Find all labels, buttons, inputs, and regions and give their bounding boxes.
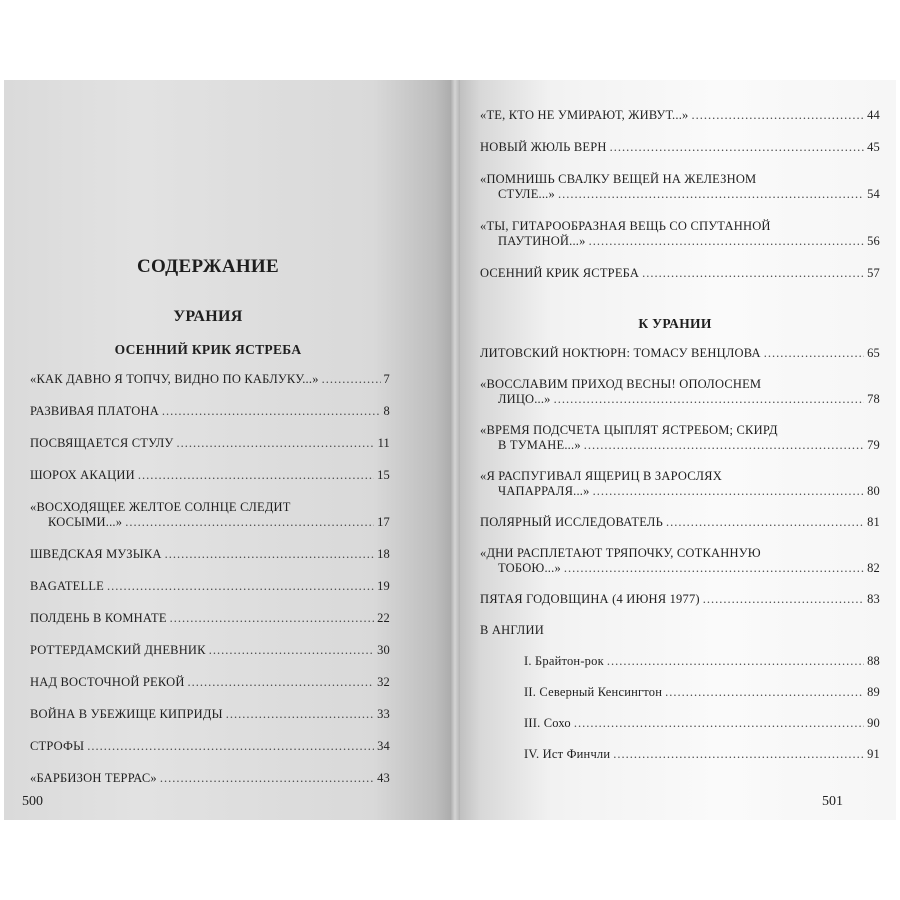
toc-page-number: 19	[377, 579, 390, 593]
toc-leader-dots	[703, 592, 864, 607]
toc-entry-title: НАД ВОСТОЧНОЙ РЕКОЙ	[30, 675, 185, 689]
toc-page-number: 45	[867, 140, 880, 154]
toc-entry	[480, 108, 880, 123]
toc-page-number: 78	[867, 392, 880, 406]
toc-entry-title: ЛИТОВСКИЙ НОКТЮРН: ТОМАСУ ВЕНЦЛОВА	[480, 346, 761, 360]
section-heading-k-uranii: К УРАНИИ	[638, 316, 712, 331]
toc-entry	[30, 707, 390, 722]
toc-entry	[30, 643, 390, 658]
toc-page-number: 7	[383, 372, 390, 386]
toc-entry-title: III. Сохо	[524, 716, 571, 730]
toc-entry-title: «БАРБИЗОН ТЕРРАС»	[30, 771, 157, 785]
toc-leader-dots	[209, 643, 374, 658]
toc-entry	[30, 547, 390, 562]
toc-entry	[480, 469, 880, 499]
toc-page-number: 81	[867, 515, 880, 529]
toc-page-number: 82	[867, 561, 880, 575]
toc-leader-dots	[322, 372, 381, 387]
toc-entry	[480, 377, 880, 407]
toc-leader-dots	[188, 675, 375, 690]
toc-page-number: 22	[377, 611, 390, 625]
toc-leader-dots	[162, 404, 381, 419]
toc-entry-title: «КАК ДАВНО Я ТОПЧУ, ВИДНО ПО КАБЛУКУ...»	[30, 372, 319, 386]
toc-entry	[480, 172, 880, 202]
toc-entry-title-continued: ПАУТИНОЙ...»	[498, 234, 586, 248]
toc-page-number: 8	[383, 404, 390, 418]
book-gutter	[450, 80, 460, 820]
toc-leader-dots	[107, 579, 374, 594]
toc-page-number: 30	[377, 643, 390, 657]
toc-entry-title: ПОСВЯЩАЕТСЯ СТУЛУ	[30, 436, 174, 450]
toc-page-number: 56	[867, 234, 880, 248]
toc-leader-dots	[558, 187, 864, 202]
toc-leader-dots	[138, 468, 374, 483]
toc-page-number: 89	[867, 685, 880, 699]
toc-entry	[480, 716, 880, 731]
toc-entry-title: «ДНИ РАСПЛЕТАЮТ ТРЯПОЧКУ, СОТКАННУЮ	[480, 546, 761, 560]
toc-entry-title: СТРОФЫ	[30, 739, 85, 753]
toc-entry	[480, 546, 880, 576]
toc-leader-dots	[564, 561, 864, 576]
toc-entry-title: ШВЕДСКАЯ МУЗЫКА	[30, 547, 162, 561]
toc-entry-title: НОВЫЙ ЖЮЛЬ ВЕРН	[480, 140, 607, 154]
toc-entry	[30, 500, 390, 530]
section-heading: ОСЕННИЙ КРИК ЯСТРЕБА	[114, 342, 302, 357]
toc-entry-title-continued: СТУЛЕ...»	[498, 187, 555, 201]
toc-entry	[480, 266, 880, 281]
toc-page-number: 44	[867, 108, 880, 122]
toc-leader-dots	[642, 266, 864, 281]
toc-page-number: 18	[377, 547, 390, 561]
toc-entry-title-continued: ЧАПАРРАЛЯ...»	[498, 484, 590, 498]
page-number: 501	[822, 794, 843, 809]
toc-entry-title: РАЗВИВАЯ ПЛАТОНА	[30, 404, 159, 418]
toc-entry	[480, 623, 880, 638]
toc-entry-title: ПОЛДЕНЬ В КОМНАТЕ	[30, 611, 167, 625]
toc-page-number: 33	[377, 707, 390, 721]
toc-entry-title: «ПОМНИШЬ СВАЛКУ ВЕЩЕЙ НА ЖЕЛЕЗНОМ	[480, 172, 757, 186]
toc-page-number: 91	[867, 747, 880, 761]
toc-entry-title: ПЯТАЯ ГОДОВЩИНА (4 ИЮНЯ 1977)	[480, 592, 700, 606]
toc-entry	[480, 654, 880, 669]
toc-leader-dots	[691, 108, 864, 123]
toc-leader-dots	[610, 140, 864, 155]
toc-entry-title: I. Брайтон-рок	[524, 654, 604, 668]
toc-entry	[480, 747, 880, 762]
toc-entry-title: «ВОСХОДЯЩЕЕ ЖЕЛТОЕ СОЛНЦЕ СЛЕДИТ	[30, 500, 291, 514]
toc-leader-dots	[87, 739, 374, 754]
toc-entry-title: BAGATELLE	[30, 579, 105, 593]
toc-page-number: 83	[867, 592, 880, 606]
toc-page-number: 79	[867, 438, 880, 452]
toc-leader-dots	[170, 611, 374, 626]
toc-entry-title: ПОЛЯРНЫЙ ИССЛЕДОВАТЕЛЬ	[480, 515, 663, 529]
toc-page-number: 57	[867, 266, 880, 280]
toc-list-left	[30, 372, 390, 803]
toc-entry	[480, 346, 880, 361]
toc-list-right-bottom	[480, 346, 880, 778]
toc-leader-dots	[125, 515, 374, 530]
toc-entry	[30, 579, 390, 594]
toc-leader-dots	[593, 484, 865, 499]
left-page	[4, 80, 454, 820]
toc-entry-title: «Я РАСПУГИВАЛ ЯЩЕРИЦ В ЗАРОСЛЯХ	[480, 469, 722, 483]
toc-entry-title-continued: ТОБОЮ...»	[498, 561, 561, 575]
toc-entry	[30, 468, 390, 483]
toc-leader-dots	[666, 515, 864, 530]
toc-entry-title: ОСЕННИЙ КРИК ЯСТРЕБА	[480, 266, 640, 280]
toc-page-number: 88	[867, 654, 880, 668]
toc-leader-dots	[607, 654, 864, 669]
toc-page-number: 80	[867, 484, 880, 498]
toc-entry-title-continued: КОСЫМИ...»	[48, 515, 123, 529]
toc-entry-title-continued: ЛИЦО...»	[498, 392, 551, 406]
toc-leader-dots	[165, 547, 374, 562]
toc-entry-title: II. Северный Кенсингтон	[524, 685, 663, 699]
toc-entry	[30, 611, 390, 626]
toc-entry-title: «ВОССЛАВИМ ПРИХОД ВЕСНЫ! ОПОЛОСНЕМ	[480, 377, 762, 391]
part-heading: УРАНИЯ	[173, 308, 243, 325]
toc-page-number: 11	[377, 436, 390, 450]
toc-entry	[30, 739, 390, 754]
toc-page-number: 17	[377, 515, 390, 529]
toc-entry	[30, 771, 390, 786]
toc-entry-title: «ТЕ, КТО НЕ УМИРАЮТ, ЖИВУТ...»	[480, 108, 689, 122]
toc-entry-title: «ТЫ, ГИТАРООБРАЗНАЯ ВЕЩЬ СО СПУТАННОЙ	[480, 219, 771, 233]
toc-entry-title-continued: В ТУМАНЕ...»	[498, 438, 581, 452]
toc-leader-dots	[554, 392, 864, 407]
open-book-spread	[4, 80, 896, 820]
toc-leader-dots	[589, 234, 865, 249]
toc-entry	[30, 675, 390, 690]
toc-page-number: 43	[377, 771, 390, 785]
toc-entry	[480, 685, 880, 700]
toc-entry	[480, 515, 880, 530]
toc-page-number: 32	[377, 675, 390, 689]
toc-page-number: 15	[377, 468, 390, 482]
toc-entry	[30, 404, 390, 419]
toc-leader-dots	[665, 685, 864, 700]
toc-leader-dots	[226, 707, 374, 722]
toc-entry	[30, 436, 390, 451]
toc-entry-title: В АНГЛИИ	[480, 623, 544, 637]
toc-list-right-top	[480, 108, 880, 298]
toc-entry	[480, 592, 880, 607]
toc-leader-dots	[613, 747, 864, 762]
toc-entry	[480, 219, 880, 249]
toc-entry-title: ВОЙНА В УБЕЖИЩЕ КИПРИДЫ	[30, 707, 223, 721]
toc-leader-dots	[176, 436, 374, 451]
toc-leader-dots	[574, 716, 864, 731]
toc-entry-title: РОТТЕРДАМСКИЙ ДНЕВНИК	[30, 643, 206, 657]
toc-leader-dots	[764, 346, 864, 361]
toc-leader-dots	[584, 438, 864, 453]
toc-entry-title: «ВРЕМЯ ПОДСЧЕТА ЦЫПЛЯТ ЯСТРЕБОМ; СКИРД	[480, 423, 778, 437]
toc-leader-dots	[160, 771, 374, 786]
toc-page-number: 90	[867, 716, 880, 730]
right-page	[454, 80, 896, 820]
toc-entry	[480, 140, 880, 155]
contents-title: СОДЕРЖАНИЕ	[137, 256, 279, 277]
toc-entry	[480, 423, 880, 453]
page-number: 500	[22, 794, 43, 809]
toc-entry-title: IV. Ист Финчли	[524, 747, 611, 761]
toc-entry	[30, 372, 390, 387]
toc-page-number: 54	[867, 187, 880, 201]
toc-entry-title: ШОРОХ АКАЦИИ	[30, 468, 135, 482]
toc-page-number: 65	[867, 346, 880, 360]
toc-page-number: 34	[377, 739, 390, 753]
